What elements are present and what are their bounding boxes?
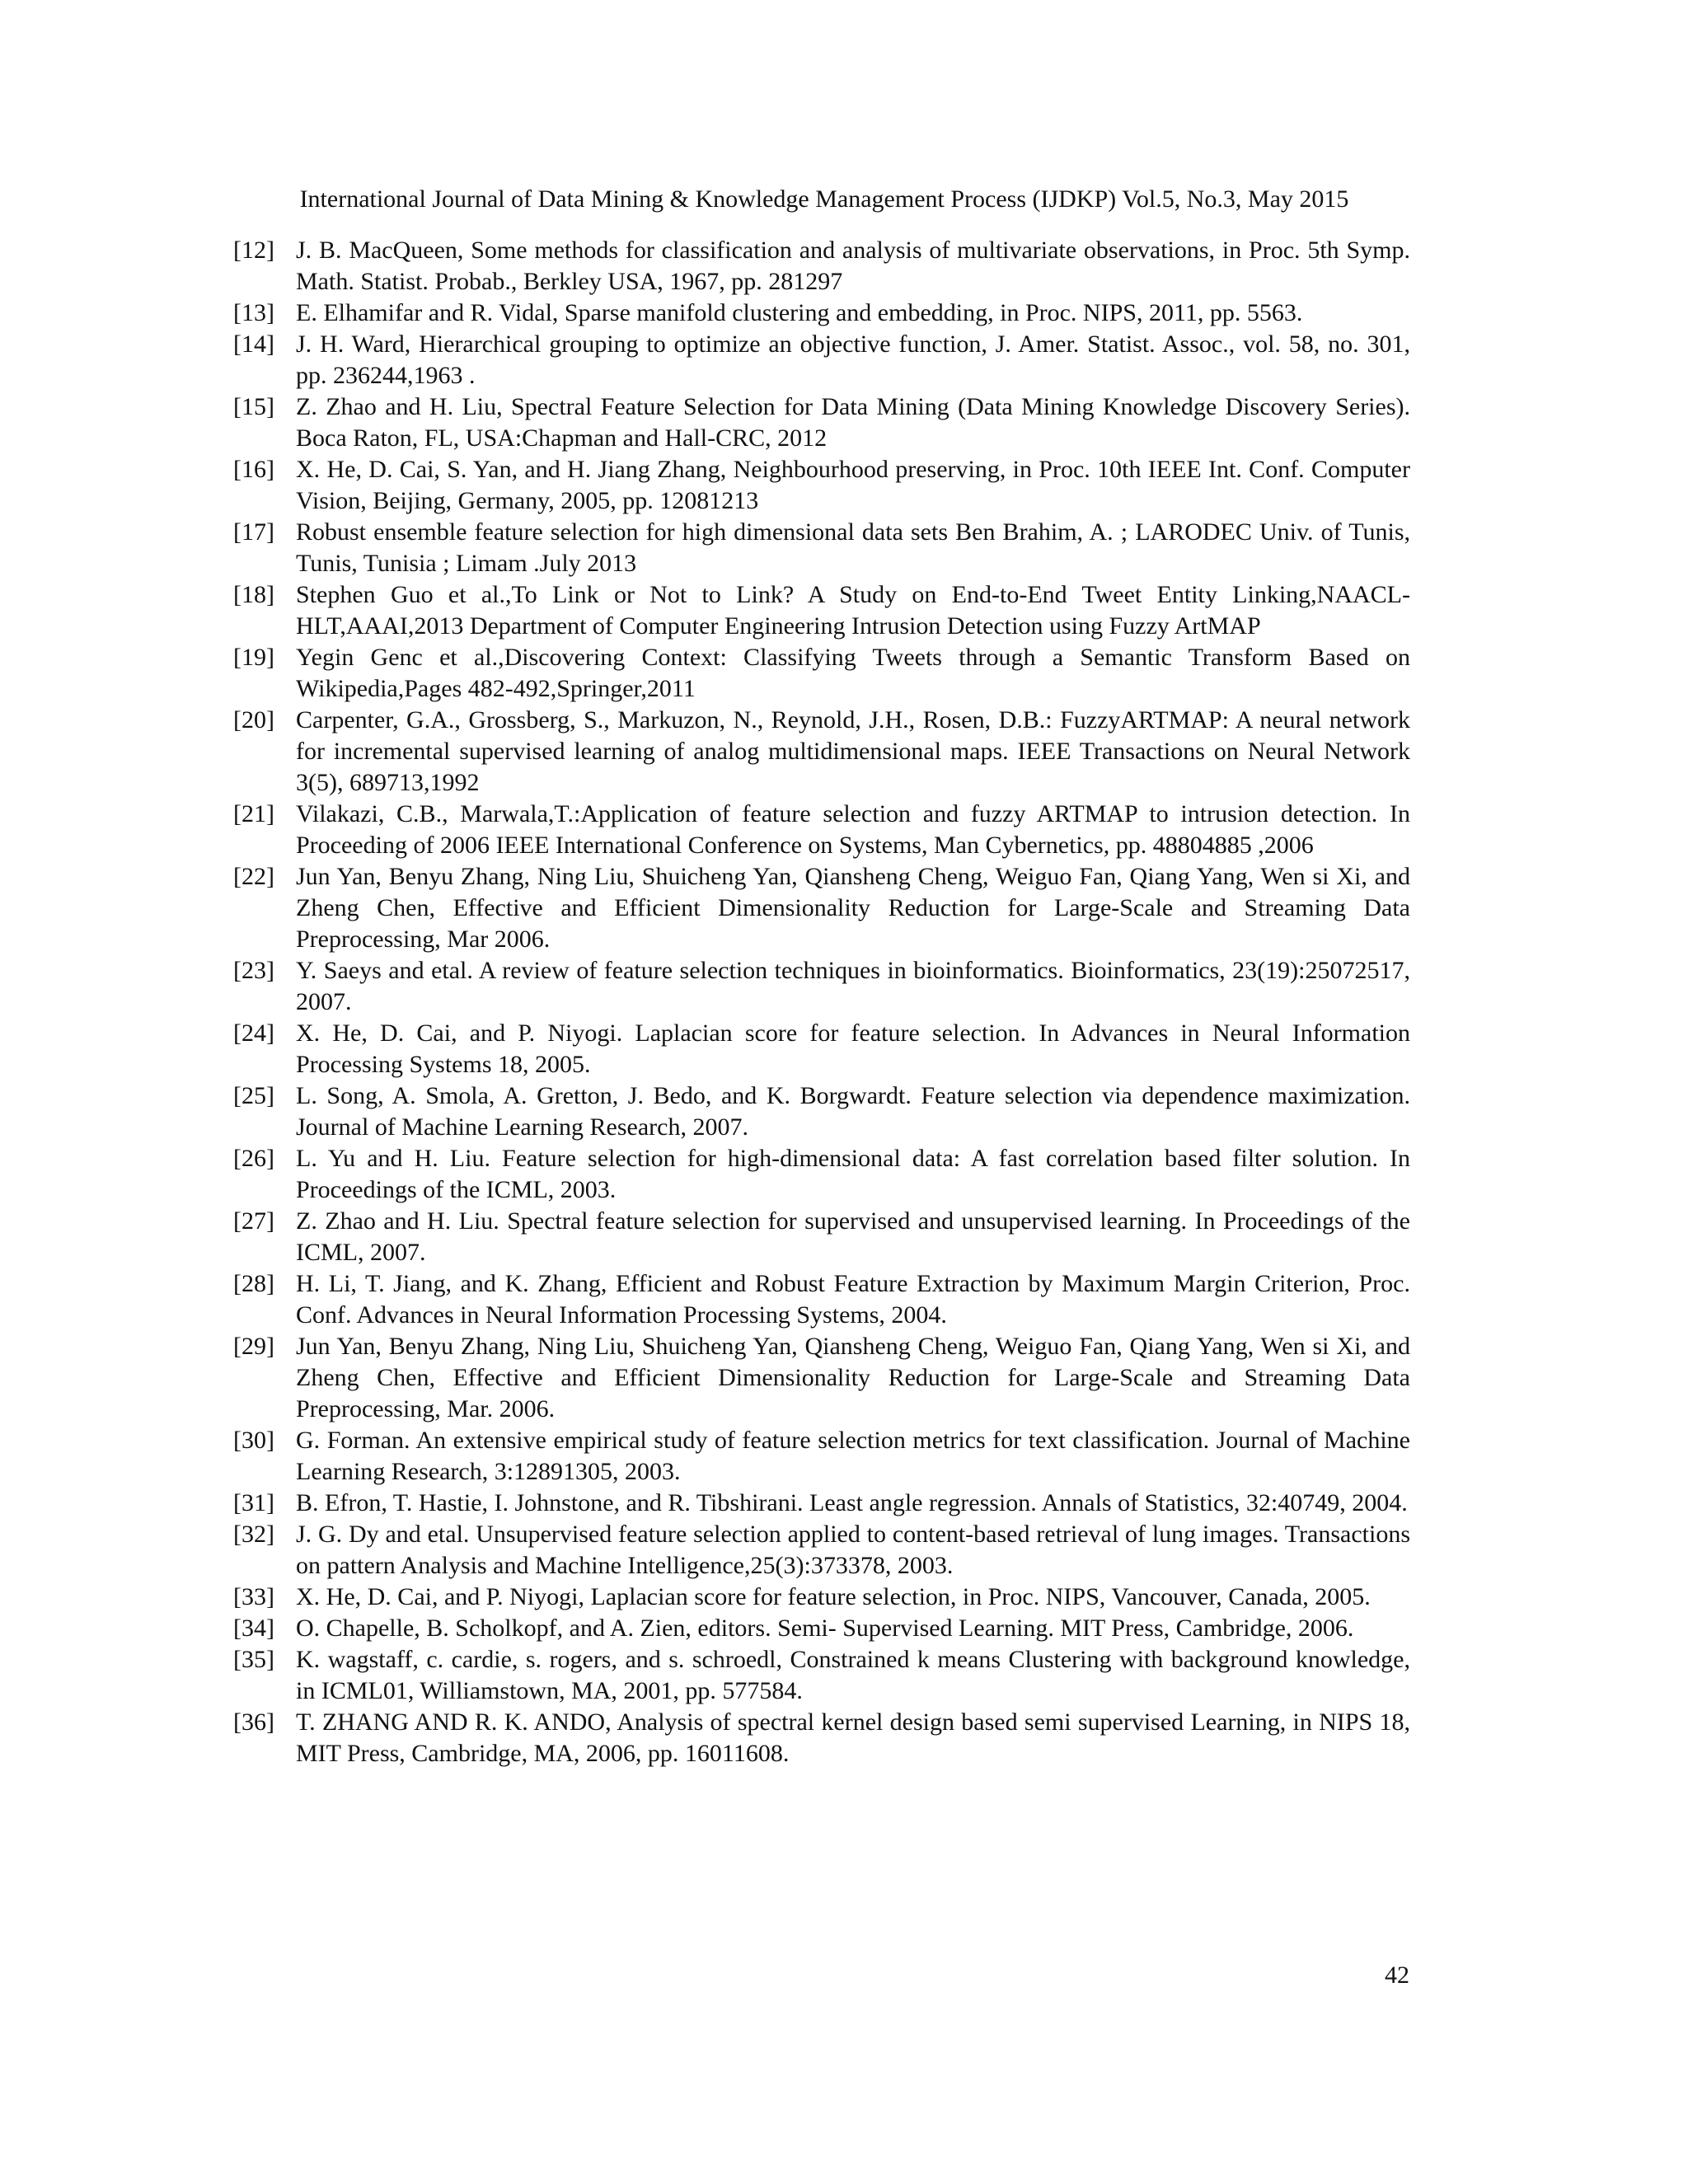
- reference-number: [33]: [233, 1583, 274, 1610]
- reference-text: J. G. Dy and etal. Unsupervised feature selection applied to content-based retrieval of lung images. Transactions on pattern Analysis and Machine Intelligence,25(3):373378, 2003.: [296, 1521, 1410, 1579]
- reference-number: [14]: [233, 330, 274, 358]
- reference-item: [233, 861, 1410, 955]
- reference-number: [31]: [233, 1489, 274, 1516]
- reference-item: [233, 235, 1410, 298]
- reference-text: X. He, D. Cai, and P. Niyogi, Laplacian score for feature selection, in Proc. NIPS, Vancouver, Canada, 2005.: [296, 1583, 1371, 1610]
- reference-text: Robust ensemble feature selection for high dimensional data sets Ben Brahim, A. ; LARODEC Univ. of Tunis, Tunis, Tunisia ; Limam .July 2013: [296, 518, 1410, 577]
- reference-number: [35]: [233, 1646, 274, 1673]
- reference-number: [32]: [233, 1521, 274, 1548]
- reference-number: [26]: [233, 1145, 274, 1172]
- reference-number: [29]: [233, 1333, 274, 1360]
- reference-item: [233, 1707, 1410, 1769]
- reference-number: [22]: [233, 863, 274, 890]
- reference-item: [233, 329, 1410, 391]
- reference-text: Vilakazi, C.B., Marwala,T.:Application of feature selection and fuzzy ARTMAP to intrusion detection. In Proceeding of 2006 IEEE International Conference on Systems, Man Cybernetics, pp. 48804885 ,2006: [296, 800, 1410, 859]
- reference-text: J. H. Ward, Hierarchical grouping to optimize an objective function, J. Amer. Statist. Assoc., vol. 58, no. 301, pp. 236244,1963 .: [296, 330, 1410, 389]
- reference-number: [25]: [233, 1082, 274, 1109]
- reference-item: [233, 298, 1410, 329]
- reference-number: [16]: [233, 456, 274, 483]
- reference-item: [233, 1425, 1410, 1488]
- reference-number: [12]: [233, 237, 274, 264]
- reference-item: [233, 642, 1410, 705]
- reference-item: [233, 799, 1410, 861]
- reference-number: [17]: [233, 518, 274, 546]
- reference-text: O. Chapelle, B. Scholkopf, and A. Zien, editors. Semi- Supervised Learning. MIT Press, Cambridge, 2006.: [296, 1615, 1354, 1642]
- reference-item: [233, 1644, 1410, 1707]
- reference-item: [233, 517, 1410, 579]
- page-number: 42: [1385, 1961, 1409, 1989]
- reference-text: T. ZHANG AND R. K. ANDO, Analysis of spectral kernel design based semi supervised Learning, in NIPS 18, MIT Press, Cambridge, MA, 2006, pp. 16011608.: [296, 1708, 1410, 1767]
- reference-item: [233, 1206, 1410, 1268]
- reference-number: [34]: [233, 1615, 274, 1642]
- reference-number: [19]: [233, 644, 274, 671]
- reference-item: [233, 454, 1410, 517]
- reference-text: Carpenter, G.A., Grossberg, S., Markuzon, N., Reynold, J.H., Rosen, D.B.: FuzzyARTMAP: A neural network for incremental supervised learning of analog multidimensional maps. IEEE Transactions on Neural Network 3(5), 689713,1992: [296, 706, 1410, 796]
- reference-number: [18]: [233, 581, 274, 608]
- reference-text: J. B. MacQueen, Some methods for classification and analysis of multivariate observations, in Proc. 5th Symp. Math. Statist. Probab., Berkley USA, 1967, pp. 281297: [296, 237, 1410, 295]
- reference-text: L. Song, A. Smola, A. Gretton, J. Bedo, and K. Borgwardt. Feature selection via dependence maximization. Journal of Machine Learning Research, 2007.: [296, 1082, 1410, 1141]
- reference-text: Stephen Guo et al.,To Link or Not to Link? A Study on End-to-End Tweet Entity Linking,NAACL-HLT,AAAI,2013 Department of Computer Engineering Intrusion Detection using Fuzzy ArtMAP: [296, 581, 1410, 640]
- reference-text: X. He, D. Cai, and P. Niyogi. Laplacian score for feature selection. In Advances in Neural Information Processing Systems 18, 2005.: [296, 1019, 1410, 1078]
- reference-item: [233, 1519, 1410, 1582]
- reference-text: Yegin Genc et al.,Discovering Context: Classifying Tweets through a Semantic Transform Based on Wikipedia,Pages 482-492,Springer,2011: [296, 644, 1410, 702]
- reference-number: [13]: [233, 299, 274, 326]
- reference-text: B. Efron, T. Hastie, I. Johnstone, and R. Tibshirani. Least angle regression. Annals of Statistics, 32:40749, 2004.: [296, 1489, 1408, 1516]
- reference-number: [30]: [233, 1427, 274, 1454]
- reference-number: [21]: [233, 800, 274, 827]
- reference-number: [24]: [233, 1019, 274, 1047]
- reference-text: E. Elhamifar and R. Vidal, Sparse manifold clustering and embedding, in Proc. NIPS, 2011, pp. 5563.: [296, 299, 1303, 326]
- reference-text: Z. Zhao and H. Liu. Spectral feature selection for supervised and unsupervised learning. In Proceedings of the ICML, 2007.: [296, 1207, 1410, 1266]
- reference-item: [233, 391, 1410, 454]
- reference-text: H. Li, T. Jiang, and K. Zhang, Efficient and Robust Feature Extraction by Maximum Margin Criterion, Proc. Conf. Advances in Neural Information Processing Systems, 2004.: [296, 1270, 1410, 1329]
- reference-item: [233, 579, 1410, 642]
- reference-text: G. Forman. An extensive empirical study of feature selection metrics for text classification. Journal of Machine Learning Research, 3:12891305, 2003.: [296, 1427, 1410, 1485]
- reference-item: [233, 1488, 1410, 1519]
- reference-text: Y. Saeys and etal. A review of feature selection techniques in bioinformatics. Bioinformatics, 23(19):25072517, 2007.: [296, 957, 1410, 1015]
- reference-number: [27]: [233, 1207, 274, 1235]
- reference-number: [23]: [233, 957, 274, 984]
- reference-item: [233, 1613, 1410, 1644]
- reference-item: [233, 1582, 1410, 1613]
- running-header: International Journal of Data Mining & Knowledge Management Process (IJDKP) Vol.5, No.3, May 2015: [299, 185, 1349, 213]
- reference-text: Z. Zhao and H. Liu, Spectral Feature Selection for Data Mining (Data Mining Knowledge Discovery Series). Boca Raton, FL, USA:Chapman and Hall-CRC, 2012: [296, 393, 1410, 452]
- reference-item: [233, 955, 1410, 1018]
- reference-number: [36]: [233, 1708, 274, 1736]
- reference-text: K. wagstaff, c. cardie, s. rogers, and s. schroedl, Constrained k means Clustering with background knowledge, in ICML01, Williamstown, MA, 2001, pp. 577584.: [296, 1646, 1410, 1704]
- reference-item: [233, 1331, 1410, 1425]
- reference-text: Jun Yan, Benyu Zhang, Ning Liu, Shuicheng Yan, Qiansheng Cheng, Weiguo Fan, Qiang Yang, Wen si Xi, and Zheng Chen, Effective and Efficient Dimensionality Reduction for Large-Scale and Streaming Data Preprocessing, Mar. 2006.: [296, 1333, 1410, 1422]
- reference-text: L. Yu and H. Liu. Feature selection for high-dimensional data: A fast correlation based filter solution. In Proceedings of the ICML, 2003.: [296, 1145, 1410, 1203]
- reference-number: [28]: [233, 1270, 274, 1297]
- reference-item: [233, 1080, 1410, 1143]
- reference-item: [233, 1268, 1410, 1331]
- reference-text: X. He, D. Cai, S. Yan, and H. Jiang Zhang, Neighbourhood preserving, in Proc. 10th IEEE Int. Conf. Computer Vision, Beijing, Germany, 2005, pp. 12081213: [296, 456, 1410, 514]
- reference-list: [233, 235, 1410, 1769]
- reference-text: Jun Yan, Benyu Zhang, Ning Liu, Shuicheng Yan, Qiansheng Cheng, Weiguo Fan, Qiang Yang, Wen si Xi, and Zheng Chen, Effective and Efficient Dimensionality Reduction for Large-Scale and Streaming Data Preprocessing, Mar 2006.: [296, 863, 1410, 953]
- reference-number: [15]: [233, 393, 274, 420]
- reference-number: [20]: [233, 706, 274, 733]
- reference-item: [233, 1143, 1410, 1206]
- reference-item: [233, 705, 1410, 799]
- reference-item: [233, 1018, 1410, 1080]
